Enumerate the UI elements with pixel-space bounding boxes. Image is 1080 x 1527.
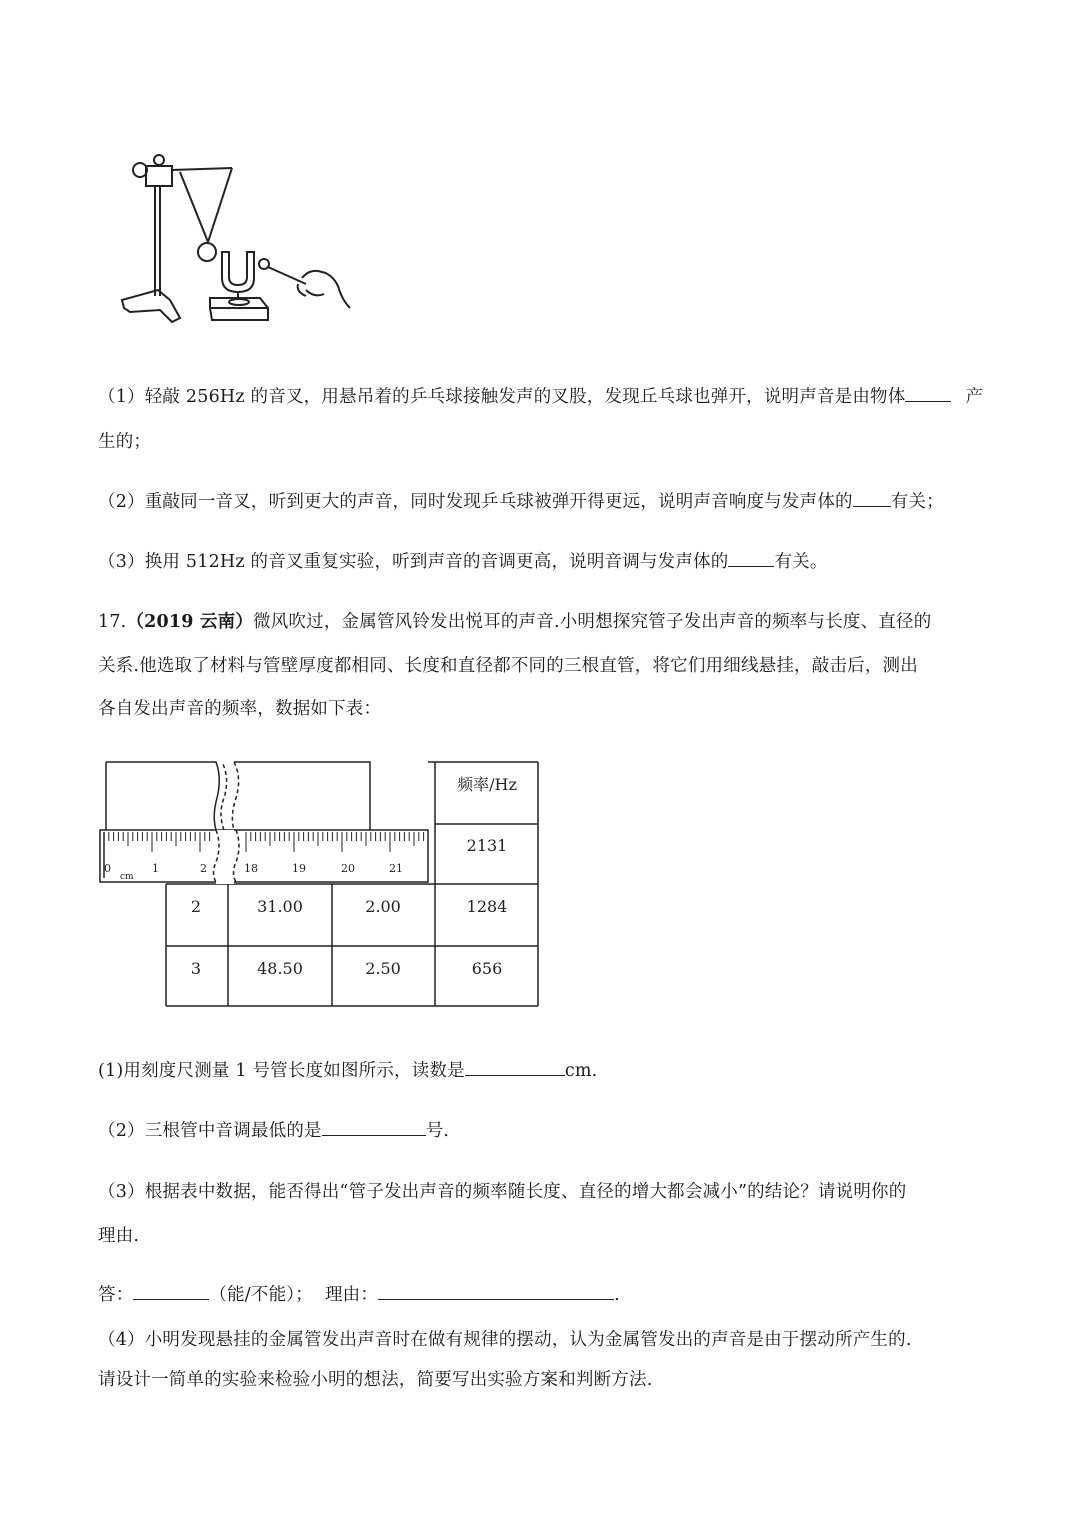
table-cell: 3 xyxy=(190,959,202,978)
ruler-label: 20 xyxy=(341,862,355,875)
tuning-fork-figure xyxy=(110,150,360,330)
q17-sub1-line xyxy=(98,1057,597,1082)
table-cell: 2 xyxy=(190,897,202,916)
q17-sub2-text: （2）三根管中音调最低的是 xyxy=(98,1121,322,1141)
q17-intro-text: 微风吹过，金属管风铃发出悦耳的声音.小明想探究管子发出声音的频率与长度、直径的 xyxy=(253,612,932,632)
q16-sub3-text-end: 有关。 xyxy=(774,552,828,572)
answer-options: （能/不能）； xyxy=(209,1285,313,1305)
answer-blank[interactable] xyxy=(465,1074,565,1076)
question-source: （2019 云南） xyxy=(126,612,254,632)
table-header-frequency: 频率/Hz xyxy=(457,775,517,794)
answer-blank[interactable] xyxy=(728,565,774,567)
q16-sub2-line xyxy=(98,488,944,513)
answer-blank[interactable] xyxy=(905,400,951,402)
ruler-label: 0 xyxy=(104,862,111,875)
answer-blank[interactable] xyxy=(378,1298,614,1300)
q17-sub2-text-end: 号. xyxy=(425,1121,450,1141)
q17-sub4-line2: 请设计一简单的实验来检验小明的想法，简要写出实验方案和判断方法. xyxy=(98,1370,653,1390)
ruler-unit: cm xyxy=(120,872,134,882)
answer-blank[interactable] xyxy=(322,1134,426,1136)
q17-sub4-line1: （4）小明发现悬挂的金属管发出声音时在做有规律的摆动，认为金属管发出的声音是由于摆动所产生的. xyxy=(98,1330,912,1350)
ruler-label: 19 xyxy=(292,862,306,875)
table-cell: 2.00 xyxy=(365,897,401,916)
q17-sub3-line2: 理由. xyxy=(98,1226,140,1246)
question-number: 17. xyxy=(98,612,127,632)
q17-sub2-line xyxy=(98,1117,449,1142)
ruler-label: 2 xyxy=(200,862,207,875)
table-cell: 2131 xyxy=(466,836,508,855)
pipe-data-table xyxy=(98,758,548,1013)
ruler-label: 1 xyxy=(152,862,159,875)
q16-sub3-text: （3）换用 512Hz 的音叉重复实验，听到声音的音调更高，说明音调与发声体的 xyxy=(98,552,729,572)
table-cell: 1284 xyxy=(466,897,508,916)
q17-intro-line2: 关系.他选取了材料与管壁厚度都相同、长度和直径都不同的三根直管，将它们用细线悬挂，敲击后，测出 xyxy=(98,656,918,676)
answer-blank[interactable] xyxy=(853,505,891,507)
q16-sub2-text: （2）重敲同一音叉，听到更大的声音，同时发现乒乓球被弹开得更远，说明声音响度与发声体的 xyxy=(98,492,853,512)
q16-sub1-line2: 生的； xyxy=(98,432,152,452)
q16-sub2-text-end: 有关； xyxy=(890,492,944,512)
table-cell: 2.50 xyxy=(365,959,401,978)
ruler-label: 21 xyxy=(389,862,403,875)
q17-sub3-line1: （3）根据表中数据，能否得出“管子发出声音的频率随长度、直径的增大都会减小”的结论？请说明你的 xyxy=(98,1182,907,1202)
table-cell: 48.50 xyxy=(257,959,303,978)
q16-sub1-text: （1）轻敲 256Hz 的音叉，用悬吊着的乒乓球接触发声的叉股，发现丘乓球也弹开，说明声音是由物体 xyxy=(98,387,906,407)
q17-intro-line3: 各自发出声音的频率，数据如下表： xyxy=(98,699,382,719)
answer-end: . xyxy=(614,1285,620,1305)
q17-intro-line1 xyxy=(98,608,931,633)
q17-sub1-text: (1)用刻度尺测量 1 号管长度如图所示，读数是 xyxy=(98,1061,465,1081)
reason-label: 理由： xyxy=(324,1285,379,1305)
answer-label: 答： xyxy=(98,1285,134,1305)
q17-sub1-unit: cm. xyxy=(564,1061,598,1081)
table-cell: 31.00 xyxy=(257,897,303,916)
table-cell: 656 xyxy=(471,959,503,978)
ruler-label: 18 xyxy=(244,862,258,875)
q16-sub1-line1 xyxy=(98,383,983,408)
q17-answer-line xyxy=(98,1281,620,1306)
answer-blank[interactable] xyxy=(133,1298,209,1300)
q16-sub1-text-end: 产 xyxy=(965,387,984,407)
q16-sub3-line xyxy=(98,548,828,573)
